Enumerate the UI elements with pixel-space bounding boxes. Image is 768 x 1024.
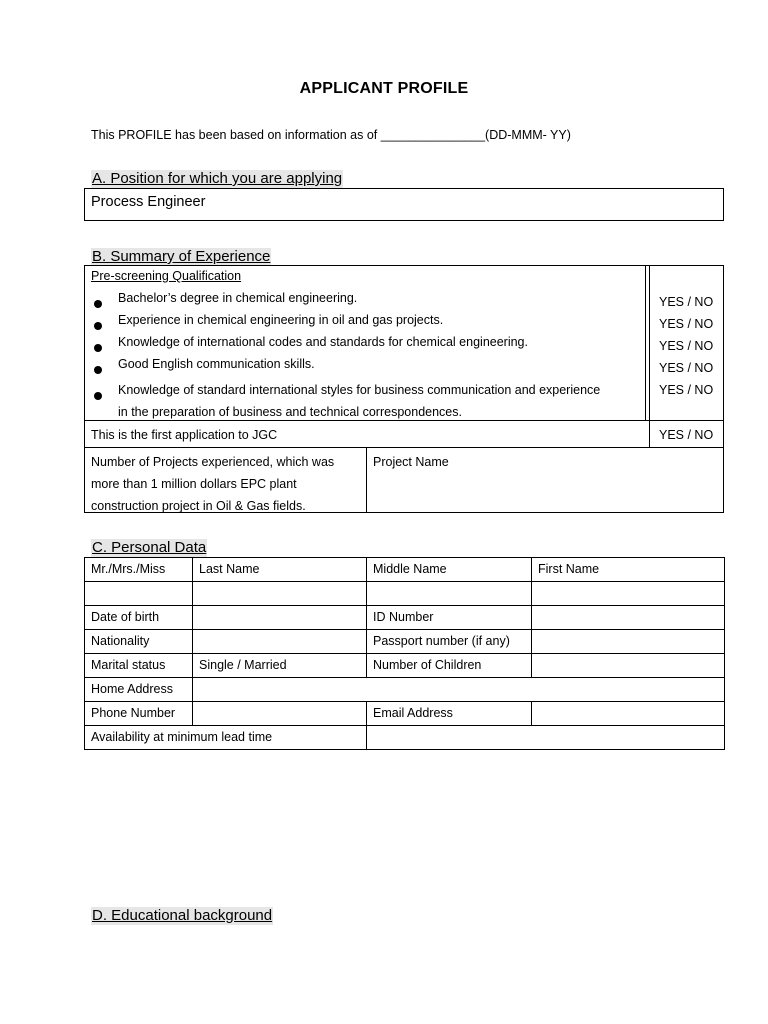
qualification-item: Knowledge of international codes and standards for chemical engineering. — [118, 335, 528, 349]
projects-label-line: construction project in Oil & Gas fields. — [91, 499, 306, 513]
table-row — [85, 558, 725, 582]
table-row — [85, 582, 725, 606]
projects-label-line: more than 1 million dollars EPC plant — [91, 477, 297, 491]
project-name-field[interactable]: Project Name — [373, 455, 449, 469]
bullet-icon — [94, 295, 102, 313]
last-name-header: Last Name — [193, 558, 367, 582]
first-application-answer[interactable]: YES / NO — [659, 428, 714, 442]
home-address-input[interactable] — [193, 678, 725, 702]
qualification-item: Experience in chemical engineering in oil and gas projects. — [118, 313, 444, 327]
middle-name-input[interactable] — [367, 582, 532, 606]
as-of-format: (DD-MMM- YY) — [485, 128, 571, 142]
as-of-text: This PROFILE has been based on information as of — [91, 128, 381, 142]
bullet-icon — [94, 339, 102, 357]
section-a-heading: A. Position for which you are applying — [92, 170, 343, 187]
qualification-item: Good English communication skills. — [118, 357, 315, 371]
yes-no-answer[interactable]: YES / NO — [659, 383, 714, 397]
page-title: APPLICANT PROFILE — [299, 80, 469, 97]
section-d-heading: D. Educational background — [92, 907, 273, 924]
phone-label: Phone Number — [85, 702, 193, 726]
bullet-icon — [94, 317, 102, 335]
table-row — [85, 606, 725, 630]
yes-no-answer[interactable]: YES / NO — [659, 339, 714, 353]
divider-line — [649, 266, 650, 421]
qualification-item: Knowledge of standard international styles for business communication and experience — [118, 383, 601, 397]
passport-input[interactable] — [532, 630, 725, 654]
row-divider — [85, 420, 723, 421]
table-row — [85, 702, 725, 726]
position-box[interactable] — [84, 188, 724, 221]
title-input[interactable] — [85, 582, 193, 606]
personal-data-table — [84, 557, 725, 750]
divider-line — [366, 447, 367, 513]
yes-no-answer[interactable]: YES / NO — [659, 361, 714, 375]
divider-line — [649, 420, 650, 448]
phone-input[interactable] — [193, 702, 367, 726]
qualification-item-cont: in the preparation of business and technical correspondences. — [118, 405, 462, 419]
row-divider — [85, 447, 723, 448]
middle-name-header: Middle Name — [367, 558, 532, 582]
bullet-icon — [94, 387, 102, 405]
email-label: Email Address — [367, 702, 532, 726]
date-of-birth-label: Date of birth — [85, 606, 193, 630]
last-name-input[interactable] — [193, 582, 367, 606]
table-row — [85, 678, 725, 702]
children-input[interactable] — [532, 654, 725, 678]
as-of-blank[interactable]: _______________ — [380, 128, 486, 142]
table-row — [85, 726, 725, 750]
email-input[interactable] — [532, 702, 725, 726]
availability-label: Availability at minimum lead time — [85, 726, 367, 750]
children-label: Number of Children — [367, 654, 532, 678]
id-number-input[interactable] — [532, 606, 725, 630]
section-b-heading: B. Summary of Experience — [92, 248, 271, 265]
nationality-input[interactable] — [193, 630, 367, 654]
first-application-label: This is the first application to JGC — [91, 428, 278, 442]
table-row — [85, 630, 725, 654]
yes-no-answer[interactable]: YES / NO — [659, 317, 714, 331]
divider-line — [645, 266, 646, 421]
home-address-label: Home Address — [85, 678, 193, 702]
projects-label-line: Number of Projects experienced, which was — [91, 455, 335, 469]
id-number-label: ID Number — [367, 606, 532, 630]
yes-no-answer[interactable]: YES / NO — [659, 295, 714, 309]
experience-table — [84, 265, 724, 513]
marital-status-label: Marital status — [85, 654, 193, 678]
date-of-birth-input[interactable] — [193, 606, 367, 630]
section-c-heading: C. Personal Data — [92, 539, 207, 556]
position-value: Process Engineer — [91, 194, 206, 210]
table-row — [85, 654, 725, 678]
prescreen-label: Pre-screening Qualification — [91, 269, 242, 283]
marital-status-options[interactable]: Single / Married — [193, 654, 367, 678]
first-name-input[interactable] — [532, 582, 725, 606]
first-name-header: First Name — [532, 558, 725, 582]
qualification-item: Bachelor’s degree in chemical engineering. — [118, 291, 358, 305]
bullet-icon — [94, 361, 102, 379]
availability-input[interactable] — [367, 726, 725, 750]
passport-label: Passport number (if any) — [367, 630, 532, 654]
nationality-label: Nationality — [85, 630, 193, 654]
title-header: Mr./Mrs./Miss — [85, 558, 193, 582]
as-of-line — [91, 128, 571, 142]
